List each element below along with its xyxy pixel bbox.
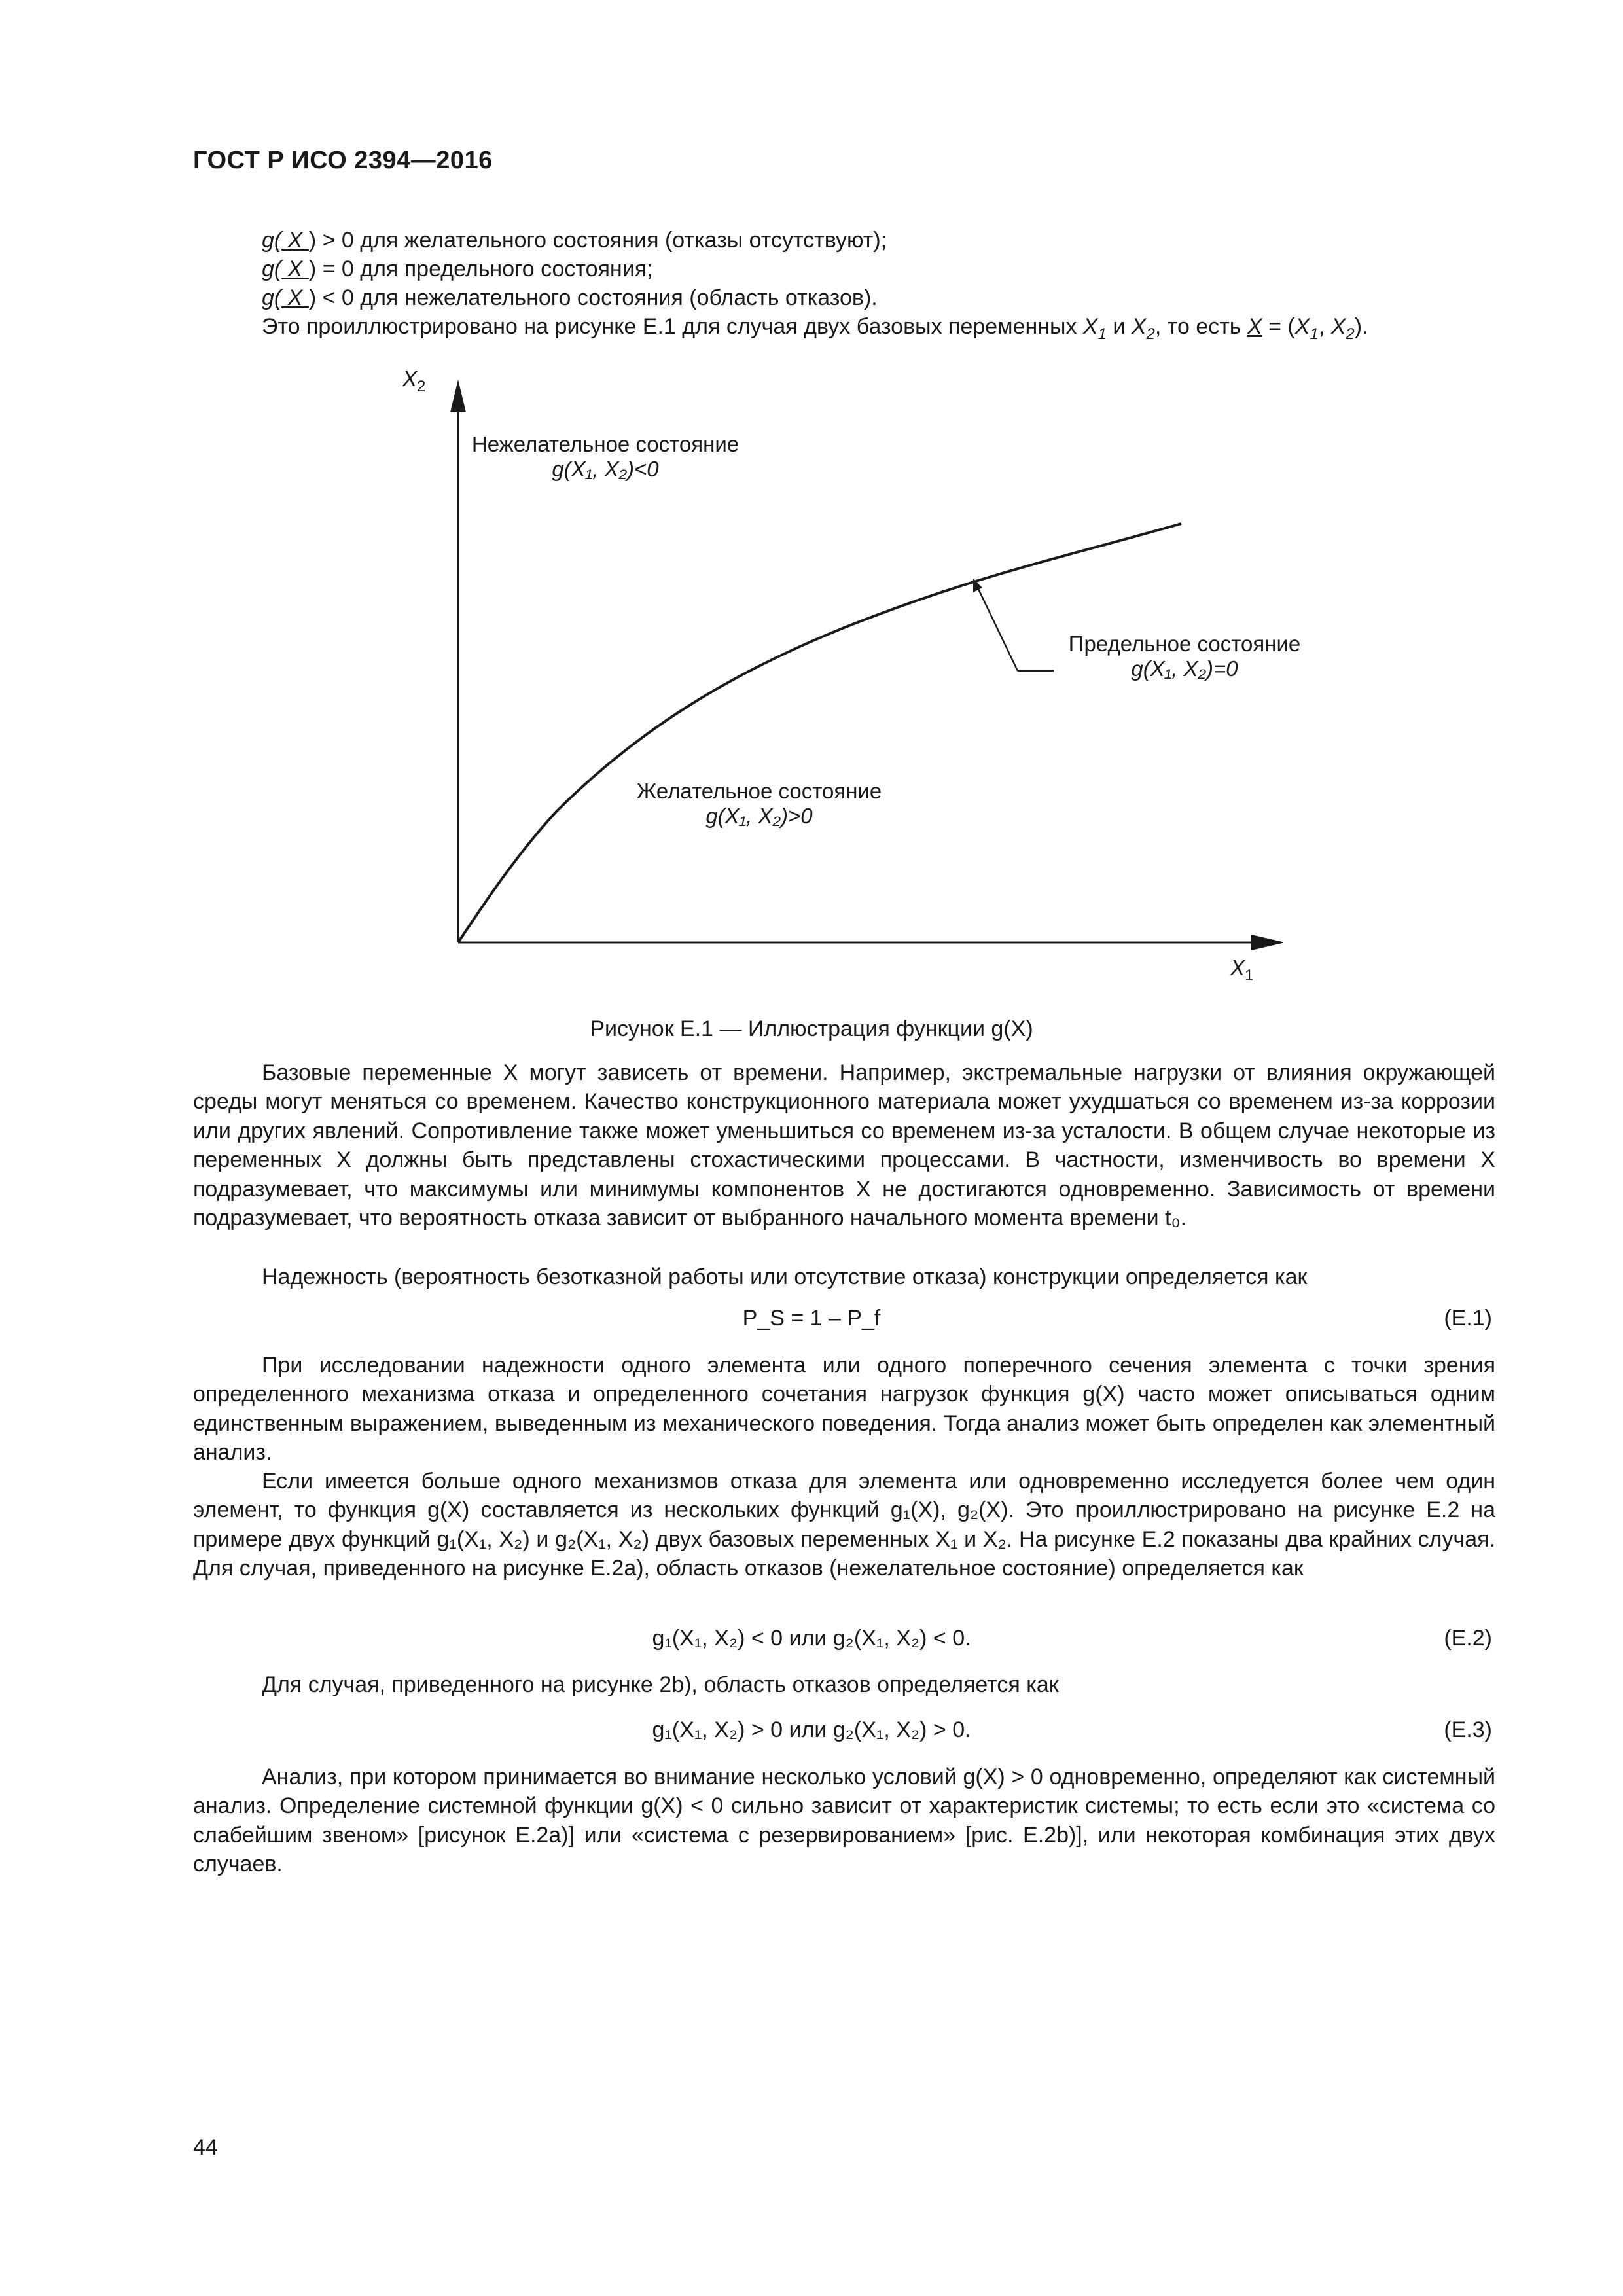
figure-e1	[402, 367, 1301, 995]
condition-limit	[262, 255, 653, 283]
undesirable-state-label: Нежелательное состояние g(X₁, X₂)<0	[471, 432, 740, 481]
x2-axis-arrow-icon	[450, 380, 466, 412]
paragraph-reliability: Надежность (вероятность безотказной работы или отсутствие отказа) конструкции определяется как	[262, 1265, 1308, 1289]
cond-fn: g(	[262, 285, 282, 310]
figure-caption: Рисунок Е.1 — Иллюстрация функции g(X)	[590, 1016, 1033, 1041]
cond-text: ) < 0 для нежелательного состояния (область отказов).	[308, 285, 878, 310]
x1-axis-arrow-icon	[1251, 935, 1283, 950]
paragraph-multiple-functions: Если имеется больше одного механизмов отказа для элемента или одновременно исследуется более чем один элемент, то функция g(X) составляется из нескольких функций g₁(X), g₂(X). Это проиллюстрировано на рисунке Е.2 на примере двух функций g₁(X₁, X₂) и g₂(X₁, X₂) двух базовых переменных X₁ и X₂. На рисунке Е.2 показаны два крайних случая. Для случая, приведенного на рисунке Е.2а), область отказов (нежелательное состояние) определяется как	[193, 1469, 1495, 1581]
equation-number-e3: (Е.3)	[1444, 1717, 1492, 1742]
equation-number-e1: (Е.1)	[1444, 1306, 1492, 1331]
cond-var: X	[281, 285, 309, 310]
paragraph-element-analysis: При исследовании надежности одного элемента или одного поперечного сечения элемента с точки зрения определенного механизма отказа и определенного сочетания нагрузок функция g(X) часто может описываться одним единственным выражением, выведенным из механического поведения. Тогда анализ может быть определен как элементный анализ.	[193, 1353, 1495, 1465]
illustration-line: Это проиллюстрировано на рисунке Е.1 для случая двух базовых переменных $X_1$ и $X_2$, то есть $X = (X_1$, $X_2$).	[262, 314, 1368, 343]
page-number: 44	[193, 2135, 218, 2160]
equation-number-e2: (Е.2)	[1444, 1626, 1492, 1651]
cond-text: ) = 0 для предельного состояния;	[308, 257, 653, 281]
limit-state-label: Предельное состояние g(X₁, X₂)=0	[1068, 632, 1301, 681]
formula-e3: g₁(X₁, X₂) > 0 или g₂(X₁, X₂) > 0.	[652, 1717, 971, 1742]
cond-var: X	[281, 257, 309, 281]
cond-fn: g(	[262, 228, 282, 253]
paragraph-case-2b: Для случая, приведенного на рисунке 2b), область отказов определяется как	[262, 1672, 1059, 1697]
x2-axis-label: $X_2$	[402, 367, 426, 395]
paragraph-time-dependence: Базовые переменные X могут зависеть от времени. Например, экстремальные нагрузки от влияния окружающей среды могут меняться со временем. Качество конструкционного материала может ухудшаться со временем из-за коррозии или других явлений. Сопротивление также может уменьшиться со временем из-за усталости. В общем случае некоторые из переменных X должны быть представлены стохастическими процессами. В частности, изменчивость во времени X подразумевает, что максимумы или минимумы компонентов X не достигаются одновременно. Зависимость от времени подразумевает, что вероятность отказа зависит от выбранного начального момента времени t₀.	[193, 1060, 1495, 1231]
cond-fn: g(	[262, 257, 282, 281]
limit-state-leader	[978, 589, 1018, 671]
formula-e1: P_S = 1 – P_f	[742, 1306, 881, 1331]
cond-var: X	[281, 228, 309, 253]
x1-axis-label: $X_1$	[1230, 956, 1254, 984]
cond-text: ) > 0 для желательного состояния (отказы отсутствуют);	[308, 228, 887, 253]
document-header: ГОСТ Р ИСО 2394—2016	[193, 147, 493, 174]
desirable-state-label: Желательное состояние g(X₁, X₂)>0	[636, 779, 882, 828]
formula-e2: g₁(X₁, X₂) < 0 или g₂(X₁, X₂) < 0.	[652, 1626, 971, 1651]
paragraph-system-analysis: Анализ, при котором принимается во внимание несколько условий g(X) > 0 одновременно, определяют как системный анализ. Определение системной функции g(X) < 0 сильно зависит от характеристик системы; то есть если это «система со слабейшим звеном» [рисунок Е.2а)] или «система с резервированием» [рис. Е.2b)], или некоторая комбинация этих двух случаев.	[193, 1765, 1495, 1877]
condition-desirable	[262, 226, 887, 255]
condition-undesirable	[262, 283, 878, 312]
limit-state-curve	[458, 524, 1181, 942]
